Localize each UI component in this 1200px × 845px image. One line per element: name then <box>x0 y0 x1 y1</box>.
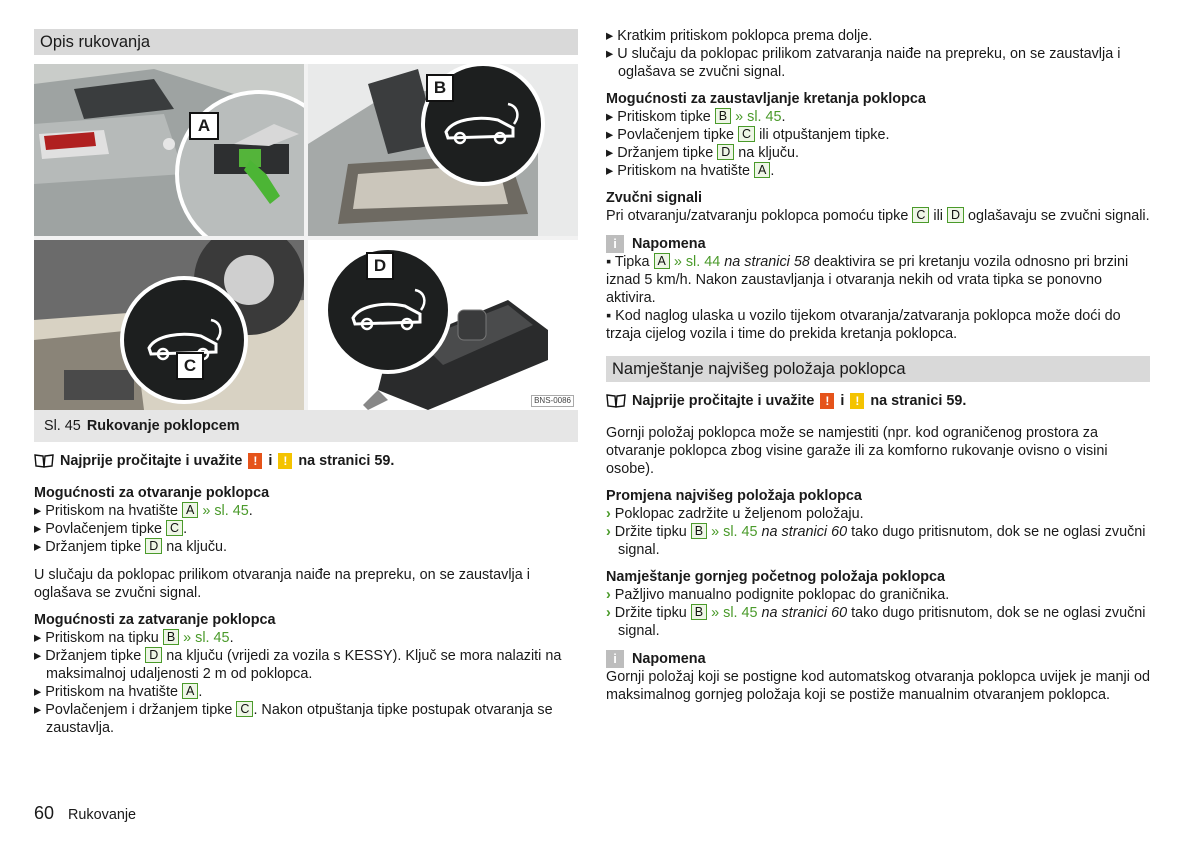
warning-yellow-icon: ! <box>850 393 864 409</box>
close-item-4: ▸ Povlačenjem i držanjem tipke C . Nakon otpuštanja tipke postupak otvaranja se zaustavlja. <box>34 702 553 736</box>
close-item-3: ▸ Pritiskom na hvatište A . <box>34 684 203 700</box>
chapter-title: Rukovanje <box>68 807 137 823</box>
stop-item-1: ▸ Pritiskom tipke B » sl. 45. <box>606 109 786 125</box>
sound-title: Zvučni signali <box>606 190 702 206</box>
section-title-namjestanje: Namještanje najvišeg položaja poklopca <box>606 356 1150 382</box>
book-icon <box>606 393 626 409</box>
open-paragraph: U slučaju da poklopac prilikom otvaranja naiđe na prepreku, on se zaustavlja i oglašava se zvučni signal. <box>34 567 530 601</box>
callout-a: A <box>189 112 219 140</box>
note-1-head: i Napomena <box>606 235 1150 253</box>
caption-title: Rukovanje poklopcem <box>86 418 240 434</box>
read-first-text: Najprije pročitajte i uvažite <box>632 393 815 409</box>
close-item-2: ▸ Držanjem tipke D na ključu (vrijedi za vozila s KESSY). Ključ se mora nalaziti na maksimalnoj udaljenosti 2 m od poklopca. <box>34 648 562 682</box>
stop-item-4: ▸ Pritiskom na hvatište A . <box>606 163 775 179</box>
callout-c: C <box>176 352 204 380</box>
page-number: 60 <box>34 803 55 823</box>
link-fig45[interactable]: » sl. 45 <box>735 109 782 125</box>
read-first-page: na stranici 59. <box>298 453 395 469</box>
read-first-left <box>34 452 578 470</box>
change-step-2: › Držite tipku B » sl. 45 na stranici 60 tako dugo pritisnutom, dok se ne oglasi zvučni signal. <box>606 524 1146 558</box>
callout-b: B <box>426 74 454 102</box>
figure-panel-c <box>34 240 304 410</box>
right-column <box>606 27 1150 704</box>
info-icon: i <box>606 650 624 668</box>
link-fig44[interactable]: » sl. 44 <box>673 254 721 270</box>
link-fig45[interactable]: » sl. 45 <box>183 630 230 646</box>
close-cont-2: ▸ U slučaju da poklopac prilikom zatvaranja naiđe na prepreku, on se zaustavlja i oglašava se zvučni signal. <box>606 46 1121 80</box>
read-first-text: Najprije pročitajte i uvažite <box>60 453 243 469</box>
close-title: Mogućnosti za zatvaranje poklopca <box>34 612 276 628</box>
warning-red-icon: ! <box>820 393 834 409</box>
close-cont-1: ▸ Kratkim pritiskom poklopca prema dolje. <box>606 28 873 44</box>
callout-d: D <box>366 252 394 280</box>
reset-title: Namještanje gornjeg početnog položaja poklopca <box>606 569 946 585</box>
open-item-3: ▸ Držanjem tipke D na ključu. <box>34 539 228 555</box>
left-column <box>34 0 578 55</box>
note-1-p1: ▪ Tipka A » sl. 44 na stranici 58 deaktivira se pri kretanju vozila odnosno pri brzini iznad 5 km/h. Nakon zaustavljanja i otvaranja nekih od vrata tipka se ponovno aktivira. <box>606 254 1129 306</box>
link-fig45[interactable]: » sl. 45 <box>202 503 249 519</box>
intro-paragraph: Gornji položaj poklopca može se namjestiti (npr. kod ograničenog prostora za otvaranje poklopca zbog visine garaže ili za komforno rukovanje ovisno o visini osobe). <box>606 425 1108 477</box>
open-title: Mogućnosti za otvaranje poklopca <box>34 485 270 501</box>
figure-caption <box>34 410 578 442</box>
stop-item-3: ▸ Držanjem tipke D na ključu. <box>606 145 800 161</box>
note-1-p2: ▪ Kod naglog ulaska u vozilo tijekom otvaranja/zatvaranja poklopca može doći do trzaja cijelog vozila i time do prekida kretanja poklopca. <box>606 308 1121 342</box>
car-rear-illustration <box>34 64 304 236</box>
read-first-and: i <box>840 393 845 409</box>
info-icon: i <box>606 235 624 253</box>
sound-paragraph: Pri otvaranju/zatvaranju poklopca pomoću tipke C ili D oglašavaju se zvučni signali. <box>606 208 1150 224</box>
note-2-text: Gornji položaj koji se postigne kod automatskog otvaranja poklopca uvijek je manji od maksimalnog gornjeg položaja koji se postiže manualnim otvaranjem poklopca. <box>606 669 1150 703</box>
stop-item-2: ▸ Povlačenjem tipke C ili otpuštanjem tipke. <box>606 127 890 143</box>
read-first-and: i <box>268 453 273 469</box>
key-fob-illustration <box>308 240 578 410</box>
open-item-2: ▸ Povlačenjem tipke C . <box>34 521 188 537</box>
reset-step-1: › Pažljivo manualno podignite poklopac do graničnika. <box>606 587 950 603</box>
note-2-head: i Napomena <box>606 650 1150 668</box>
read-first-right <box>606 392 1150 410</box>
warning-red-icon: ! <box>248 453 262 469</box>
section-title-opis: Opis rukovanja <box>34 29 578 55</box>
link-fig45[interactable]: » sl. 45 <box>711 605 758 621</box>
close-item-1: ▸ Pritiskom na tipku B » sl. 45. <box>34 630 234 646</box>
change-step-1: › Poklopac zadržite u željenom položaju. <box>606 506 864 522</box>
reset-step-2: › Držite tipku B » sl. 45 na stranici 60 tako dugo pritisnutom, dok se ne oglasi zvučni signal. <box>606 605 1146 639</box>
page-footer <box>34 804 136 824</box>
left-text <box>34 452 578 737</box>
change-title: Promjena najvišeg položaja poklopca <box>606 488 862 504</box>
link-fig45[interactable]: » sl. 45 <box>711 524 758 540</box>
dashboard-illustration <box>34 240 304 410</box>
caption-number: Sl. 45 <box>44 418 81 434</box>
figure-panel-b <box>308 64 578 236</box>
stop-title: Mogućnosti za zaustavljanje kretanja poklopca <box>606 91 926 107</box>
open-item-1: ▸ Pritiskom na hvatište A » sl. 45. <box>34 503 253 519</box>
warning-yellow-icon: ! <box>278 453 292 469</box>
book-icon <box>34 453 54 469</box>
read-first-page: na stranici 59. <box>870 393 967 409</box>
figure-panel-a <box>34 64 304 236</box>
figure-45 <box>34 64 578 410</box>
figure-code: BNS-0086 <box>531 395 574 407</box>
figure-panel-d <box>308 240 578 410</box>
